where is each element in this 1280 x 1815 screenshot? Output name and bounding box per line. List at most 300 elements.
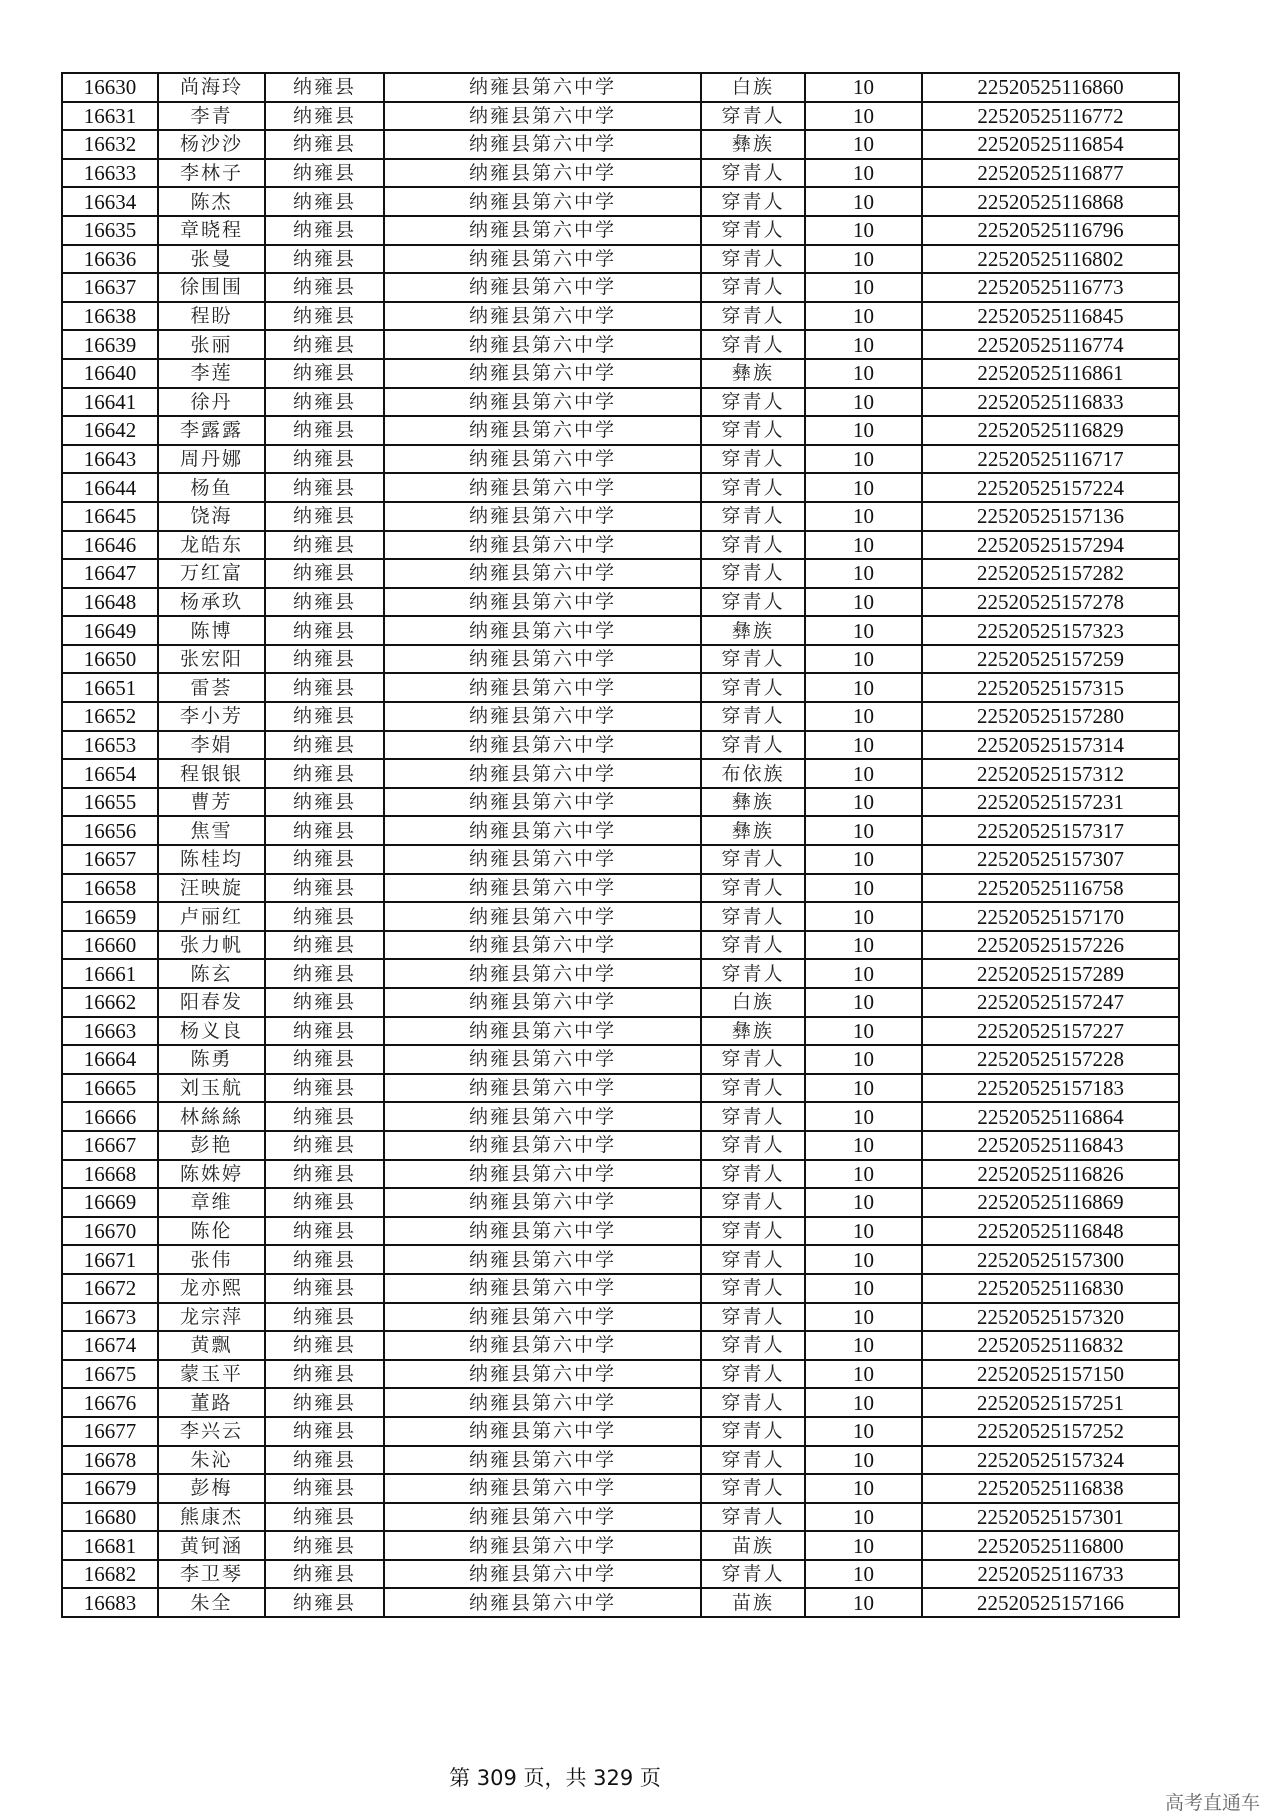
table-row bbox=[62, 673, 1179, 702]
student-id-cell: 22520525157227 bbox=[922, 1017, 1179, 1046]
school-cell: 纳雍县第六中学 bbox=[384, 445, 701, 474]
school-cell: 纳雍县第六中学 bbox=[384, 759, 701, 788]
student-name-cell: 陈姝婷 bbox=[158, 1160, 265, 1189]
student-id-cell: 22520525157294 bbox=[922, 531, 1179, 560]
school-cell: 纳雍县第六中学 bbox=[384, 1102, 701, 1131]
serial-number-cell: 16677 bbox=[62, 1417, 158, 1446]
county-cell: 纳雍县 bbox=[265, 1446, 384, 1475]
student-id-cell: 22520525157247 bbox=[922, 988, 1179, 1017]
student-id-cell: 22520525116830 bbox=[922, 1274, 1179, 1303]
ethnicity-cell: 穿青人 bbox=[701, 1188, 805, 1217]
ethnicity-cell: 彝族 bbox=[701, 788, 805, 817]
ethnicity-cell: 穿青人 bbox=[701, 330, 805, 359]
serial-number-cell: 16662 bbox=[62, 988, 158, 1017]
county-cell: 纳雍县 bbox=[265, 845, 384, 874]
student-name-cell: 杨承玖 bbox=[158, 588, 265, 617]
table-row bbox=[62, 416, 1179, 445]
student-id-cell: 22520525157317 bbox=[922, 816, 1179, 845]
student-name-cell: 章晓程 bbox=[158, 216, 265, 245]
ethnicity-cell: 穿青人 bbox=[701, 531, 805, 560]
serial-number-cell: 16678 bbox=[62, 1446, 158, 1475]
ethnicity-cell: 穿青人 bbox=[701, 645, 805, 674]
table-row bbox=[62, 845, 1179, 874]
school-cell: 纳雍县第六中学 bbox=[384, 1160, 701, 1189]
county-cell: 纳雍县 bbox=[265, 616, 384, 645]
grade-cell: 10 bbox=[805, 1331, 922, 1360]
county-cell: 纳雍县 bbox=[265, 1388, 384, 1417]
county-cell: 纳雍县 bbox=[265, 759, 384, 788]
table-row bbox=[62, 1360, 1179, 1389]
serial-number-cell: 16664 bbox=[62, 1045, 158, 1074]
serial-number-cell: 16666 bbox=[62, 1102, 158, 1131]
grade-cell: 10 bbox=[805, 902, 922, 931]
county-cell: 纳雍县 bbox=[265, 1074, 384, 1103]
student-name-cell: 程银银 bbox=[158, 759, 265, 788]
student-id-cell: 22520525116845 bbox=[922, 302, 1179, 331]
grade-cell: 10 bbox=[805, 473, 922, 502]
student-name-cell: 汪映旋 bbox=[158, 874, 265, 903]
serial-number-cell: 16675 bbox=[62, 1360, 158, 1389]
student-id-cell: 22520525116772 bbox=[922, 102, 1179, 131]
ethnicity-cell: 穿青人 bbox=[701, 302, 805, 331]
table-row bbox=[62, 702, 1179, 731]
table-row bbox=[62, 1331, 1179, 1360]
ethnicity-cell: 彝族 bbox=[701, 359, 805, 388]
student-name-cell: 黄飘 bbox=[158, 1331, 265, 1360]
table-row bbox=[62, 588, 1179, 617]
student-name-cell: 周丹娜 bbox=[158, 445, 265, 474]
student-name-cell: 龙亦熙 bbox=[158, 1274, 265, 1303]
ethnicity-cell: 穿青人 bbox=[701, 588, 805, 617]
student-name-cell: 陈博 bbox=[158, 616, 265, 645]
table-row bbox=[62, 1017, 1179, 1046]
ethnicity-cell: 穿青人 bbox=[701, 1360, 805, 1389]
student-id-cell: 22520525157320 bbox=[922, 1303, 1179, 1332]
county-cell: 纳雍县 bbox=[265, 159, 384, 188]
grade-cell: 10 bbox=[805, 1274, 922, 1303]
county-cell: 纳雍县 bbox=[265, 1588, 384, 1617]
student-id-cell: 22520525157183 bbox=[922, 1074, 1179, 1103]
student-id-cell: 22520525116854 bbox=[922, 130, 1179, 159]
school-cell: 纳雍县第六中学 bbox=[384, 531, 701, 560]
grade-cell: 10 bbox=[805, 130, 922, 159]
grade-cell: 10 bbox=[805, 388, 922, 417]
serial-number-cell: 16643 bbox=[62, 445, 158, 474]
ethnicity-cell: 穿青人 bbox=[701, 702, 805, 731]
ethnicity-cell: 穿青人 bbox=[701, 673, 805, 702]
ethnicity-cell: 穿青人 bbox=[701, 1160, 805, 1189]
county-cell: 纳雍县 bbox=[265, 1045, 384, 1074]
school-cell: 纳雍县第六中学 bbox=[384, 702, 701, 731]
table-row bbox=[62, 1560, 1179, 1589]
ethnicity-cell: 穿青人 bbox=[701, 216, 805, 245]
county-cell: 纳雍县 bbox=[265, 1360, 384, 1389]
student-name-cell: 蒙玉平 bbox=[158, 1360, 265, 1389]
student-name-cell: 李莲 bbox=[158, 359, 265, 388]
student-id-cell: 22520525157312 bbox=[922, 759, 1179, 788]
ethnicity-cell: 穿青人 bbox=[701, 931, 805, 960]
ethnicity-cell: 穿青人 bbox=[701, 159, 805, 188]
student-id-cell: 22520525157224 bbox=[922, 473, 1179, 502]
school-cell: 纳雍县第六中学 bbox=[384, 1531, 701, 1560]
serial-number-cell: 16647 bbox=[62, 559, 158, 588]
county-cell: 纳雍县 bbox=[265, 1017, 384, 1046]
county-cell: 纳雍县 bbox=[265, 645, 384, 674]
grade-cell: 10 bbox=[805, 1360, 922, 1389]
school-cell: 纳雍县第六中学 bbox=[384, 1588, 701, 1617]
table-row bbox=[62, 816, 1179, 845]
student-id-cell: 22520525116838 bbox=[922, 1474, 1179, 1503]
serial-number-cell: 16673 bbox=[62, 1303, 158, 1332]
student-id-cell: 22520525157282 bbox=[922, 559, 1179, 588]
grade-cell: 10 bbox=[805, 1446, 922, 1475]
grade-cell: 10 bbox=[805, 559, 922, 588]
table-row bbox=[62, 1131, 1179, 1160]
ethnicity-cell: 布依族 bbox=[701, 759, 805, 788]
grade-cell: 10 bbox=[805, 788, 922, 817]
table-row bbox=[62, 959, 1179, 988]
student-id-cell: 22520525157251 bbox=[922, 1388, 1179, 1417]
student-id-cell: 22520525116869 bbox=[922, 1188, 1179, 1217]
county-cell: 纳雍县 bbox=[265, 1503, 384, 1532]
grade-cell: 10 bbox=[805, 1588, 922, 1617]
school-cell: 纳雍县第六中学 bbox=[384, 1017, 701, 1046]
ethnicity-cell: 穿青人 bbox=[701, 273, 805, 302]
student-name-cell: 龙皓东 bbox=[158, 531, 265, 560]
serial-number-cell: 16659 bbox=[62, 902, 158, 931]
school-cell: 纳雍县第六中学 bbox=[384, 216, 701, 245]
county-cell: 纳雍县 bbox=[265, 1560, 384, 1589]
table-row bbox=[62, 1588, 1179, 1617]
student-name-cell: 徐丹 bbox=[158, 388, 265, 417]
county-cell: 纳雍县 bbox=[265, 673, 384, 702]
table-row bbox=[62, 1446, 1179, 1475]
ethnicity-cell: 彝族 bbox=[701, 1017, 805, 1046]
grade-cell: 10 bbox=[805, 1188, 922, 1217]
ethnicity-cell: 穿青人 bbox=[701, 1474, 805, 1503]
page-number: 第 309 页，共 329 页 bbox=[449, 1766, 661, 1790]
ethnicity-cell: 穿青人 bbox=[701, 1417, 805, 1446]
ethnicity-cell: 穿青人 bbox=[701, 1245, 805, 1274]
serial-number-cell: 16639 bbox=[62, 330, 158, 359]
table-row bbox=[62, 1474, 1179, 1503]
ethnicity-cell: 穿青人 bbox=[701, 1446, 805, 1475]
serial-number-cell: 16645 bbox=[62, 502, 158, 531]
ethnicity-cell: 穿青人 bbox=[701, 388, 805, 417]
ethnicity-cell: 穿青人 bbox=[701, 1560, 805, 1589]
grade-cell: 10 bbox=[805, 1217, 922, 1246]
school-cell: 纳雍县第六中学 bbox=[384, 359, 701, 388]
ethnicity-cell: 穿青人 bbox=[701, 1045, 805, 1074]
student-list-table bbox=[61, 72, 1180, 1618]
ethnicity-cell: 穿青人 bbox=[701, 959, 805, 988]
student-name-cell: 张伟 bbox=[158, 1245, 265, 1274]
grade-cell: 10 bbox=[805, 445, 922, 474]
grade-cell: 10 bbox=[805, 1503, 922, 1532]
school-cell: 纳雍县第六中学 bbox=[384, 159, 701, 188]
ethnicity-cell: 彝族 bbox=[701, 130, 805, 159]
serial-number-cell: 16668 bbox=[62, 1160, 158, 1189]
county-cell: 纳雍县 bbox=[265, 931, 384, 960]
county-cell: 纳雍县 bbox=[265, 1331, 384, 1360]
student-id-cell: 22520525116774 bbox=[922, 330, 1179, 359]
student-name-cell: 张宏阳 bbox=[158, 645, 265, 674]
table-row bbox=[62, 988, 1179, 1017]
county-cell: 纳雍县 bbox=[265, 874, 384, 903]
student-id-cell: 22520525157301 bbox=[922, 1503, 1179, 1532]
county-cell: 纳雍县 bbox=[265, 245, 384, 274]
grade-cell: 10 bbox=[805, 1131, 922, 1160]
table-row bbox=[62, 645, 1179, 674]
grade-cell: 10 bbox=[805, 1160, 922, 1189]
grade-cell: 10 bbox=[805, 416, 922, 445]
table-row bbox=[62, 1303, 1179, 1332]
grade-cell: 10 bbox=[805, 816, 922, 845]
student-name-cell: 李青 bbox=[158, 102, 265, 131]
ethnicity-cell: 穿青人 bbox=[701, 1102, 805, 1131]
serial-number-cell: 16655 bbox=[62, 788, 158, 817]
student-id-cell: 22520525157166 bbox=[922, 1588, 1179, 1617]
school-cell: 纳雍县第六中学 bbox=[384, 1217, 701, 1246]
student-name-cell: 程盼 bbox=[158, 302, 265, 331]
table-row bbox=[62, 473, 1179, 502]
grade-cell: 10 bbox=[805, 216, 922, 245]
student-id-cell: 22520525157136 bbox=[922, 502, 1179, 531]
table-row bbox=[62, 788, 1179, 817]
student-name-cell: 万红富 bbox=[158, 559, 265, 588]
county-cell: 纳雍县 bbox=[265, 359, 384, 388]
county-cell: 纳雍县 bbox=[265, 302, 384, 331]
student-id-cell: 22520525157226 bbox=[922, 931, 1179, 960]
grade-cell: 10 bbox=[805, 330, 922, 359]
student-id-cell: 22520525116848 bbox=[922, 1217, 1179, 1246]
student-id-cell: 22520525116758 bbox=[922, 874, 1179, 903]
student-name-cell: 董路 bbox=[158, 1388, 265, 1417]
table-row bbox=[62, 159, 1179, 188]
grade-cell: 10 bbox=[805, 102, 922, 131]
serial-number-cell: 16654 bbox=[62, 759, 158, 788]
table-row bbox=[62, 445, 1179, 474]
serial-number-cell: 16641 bbox=[62, 388, 158, 417]
ethnicity-cell: 穿青人 bbox=[701, 1503, 805, 1532]
ethnicity-cell: 穿青人 bbox=[701, 731, 805, 760]
student-name-cell: 阳春发 bbox=[158, 988, 265, 1017]
serial-number-cell: 16682 bbox=[62, 1560, 158, 1589]
ethnicity-cell: 苗族 bbox=[701, 1531, 805, 1560]
school-cell: 纳雍县第六中学 bbox=[384, 1331, 701, 1360]
serial-number-cell: 16653 bbox=[62, 731, 158, 760]
school-cell: 纳雍县第六中学 bbox=[384, 388, 701, 417]
table-row bbox=[62, 1102, 1179, 1131]
ethnicity-cell: 白族 bbox=[701, 73, 805, 102]
school-cell: 纳雍县第六中学 bbox=[384, 73, 701, 102]
table-row bbox=[62, 388, 1179, 417]
serial-number-cell: 16680 bbox=[62, 1503, 158, 1532]
student-id-cell: 22520525116773 bbox=[922, 273, 1179, 302]
student-name-cell: 杨义良 bbox=[158, 1017, 265, 1046]
grade-cell: 10 bbox=[805, 1045, 922, 1074]
school-cell: 纳雍县第六中学 bbox=[384, 130, 701, 159]
student-name-cell: 李林子 bbox=[158, 159, 265, 188]
school-cell: 纳雍县第六中学 bbox=[384, 816, 701, 845]
student-id-cell: 22520525157280 bbox=[922, 702, 1179, 731]
serial-number-cell: 16633 bbox=[62, 159, 158, 188]
serial-number-cell: 16663 bbox=[62, 1017, 158, 1046]
county-cell: 纳雍县 bbox=[265, 416, 384, 445]
table-row bbox=[62, 273, 1179, 302]
ethnicity-cell: 穿青人 bbox=[701, 1303, 805, 1332]
student-id-cell: 22520525116826 bbox=[922, 1160, 1179, 1189]
student-name-cell: 张丽 bbox=[158, 330, 265, 359]
student-id-cell: 22520525116796 bbox=[922, 216, 1179, 245]
student-name-cell: 饶海 bbox=[158, 502, 265, 531]
county-cell: 纳雍县 bbox=[265, 1102, 384, 1131]
county-cell: 纳雍县 bbox=[265, 559, 384, 588]
table-row bbox=[62, 1274, 1179, 1303]
county-cell: 纳雍县 bbox=[265, 531, 384, 560]
table-row bbox=[62, 931, 1179, 960]
ethnicity-cell: 穿青人 bbox=[701, 416, 805, 445]
student-name-cell: 陈伦 bbox=[158, 1217, 265, 1246]
table-row bbox=[62, 731, 1179, 760]
county-cell: 纳雍县 bbox=[265, 1188, 384, 1217]
ethnicity-cell: 穿青人 bbox=[701, 1131, 805, 1160]
grade-cell: 10 bbox=[805, 759, 922, 788]
student-name-cell: 彭梅 bbox=[158, 1474, 265, 1503]
serial-number-cell: 16637 bbox=[62, 273, 158, 302]
county-cell: 纳雍县 bbox=[265, 731, 384, 760]
student-name-cell: 李露露 bbox=[158, 416, 265, 445]
county-cell: 纳雍县 bbox=[265, 502, 384, 531]
school-cell: 纳雍县第六中学 bbox=[384, 273, 701, 302]
table-row bbox=[62, 302, 1179, 331]
ethnicity-cell: 穿青人 bbox=[701, 845, 805, 874]
student-id-cell: 22520525157315 bbox=[922, 673, 1179, 702]
ethnicity-cell: 苗族 bbox=[701, 1588, 805, 1617]
table-row bbox=[62, 1245, 1179, 1274]
school-cell: 纳雍县第六中学 bbox=[384, 1417, 701, 1446]
county-cell: 纳雍县 bbox=[265, 816, 384, 845]
table-row bbox=[62, 902, 1179, 931]
ethnicity-cell: 穿青人 bbox=[701, 874, 805, 903]
school-cell: 纳雍县第六中学 bbox=[384, 673, 701, 702]
serial-number-cell: 16665 bbox=[62, 1074, 158, 1103]
ethnicity-cell: 穿青人 bbox=[701, 445, 805, 474]
ethnicity-cell: 穿青人 bbox=[701, 1074, 805, 1103]
table-row bbox=[62, 1417, 1179, 1446]
school-cell: 纳雍县第六中学 bbox=[384, 245, 701, 274]
county-cell: 纳雍县 bbox=[265, 1531, 384, 1560]
school-cell: 纳雍县第六中学 bbox=[384, 1131, 701, 1160]
county-cell: 纳雍县 bbox=[265, 1160, 384, 1189]
ethnicity-cell: 穿青人 bbox=[701, 1217, 805, 1246]
county-cell: 纳雍县 bbox=[265, 959, 384, 988]
student-name-cell: 张曼 bbox=[158, 245, 265, 274]
school-cell: 纳雍县第六中学 bbox=[384, 330, 701, 359]
school-cell: 纳雍县第六中学 bbox=[384, 102, 701, 131]
table-row bbox=[62, 874, 1179, 903]
serial-number-cell: 16638 bbox=[62, 302, 158, 331]
student-name-cell: 陈桂均 bbox=[158, 845, 265, 874]
table-row bbox=[62, 1388, 1179, 1417]
student-id-cell: 22520525157323 bbox=[922, 616, 1179, 645]
grade-cell: 10 bbox=[805, 1245, 922, 1274]
student-name-cell: 陈玄 bbox=[158, 959, 265, 988]
county-cell: 纳雍县 bbox=[265, 130, 384, 159]
county-cell: 纳雍县 bbox=[265, 1245, 384, 1274]
grade-cell: 10 bbox=[805, 187, 922, 216]
school-cell: 纳雍县第六中学 bbox=[384, 187, 701, 216]
student-id-cell: 22520525157150 bbox=[922, 1360, 1179, 1389]
serial-number-cell: 16672 bbox=[62, 1274, 158, 1303]
table-row bbox=[62, 1503, 1179, 1532]
county-cell: 纳雍县 bbox=[265, 1474, 384, 1503]
grade-cell: 10 bbox=[805, 988, 922, 1017]
grade-cell: 10 bbox=[805, 531, 922, 560]
table-row bbox=[62, 216, 1179, 245]
ethnicity-cell: 穿青人 bbox=[701, 1274, 805, 1303]
table-row bbox=[62, 559, 1179, 588]
serial-number-cell: 16642 bbox=[62, 416, 158, 445]
table-row bbox=[62, 330, 1179, 359]
student-id-cell: 22520525157307 bbox=[922, 845, 1179, 874]
ethnicity-cell: 穿青人 bbox=[701, 502, 805, 531]
student-name-cell: 尚海玲 bbox=[158, 73, 265, 102]
ethnicity-cell: 穿青人 bbox=[701, 902, 805, 931]
county-cell: 纳雍县 bbox=[265, 788, 384, 817]
serial-number-cell: 16636 bbox=[62, 245, 158, 274]
ethnicity-cell: 穿青人 bbox=[701, 187, 805, 216]
county-cell: 纳雍县 bbox=[265, 102, 384, 131]
serial-number-cell: 16681 bbox=[62, 1531, 158, 1560]
school-cell: 纳雍县第六中学 bbox=[384, 1045, 701, 1074]
county-cell: 纳雍县 bbox=[265, 1417, 384, 1446]
grade-cell: 10 bbox=[805, 959, 922, 988]
county-cell: 纳雍县 bbox=[265, 445, 384, 474]
school-cell: 纳雍县第六中学 bbox=[384, 302, 701, 331]
student-id-cell: 22520525157170 bbox=[922, 902, 1179, 931]
grade-cell: 10 bbox=[805, 874, 922, 903]
grade-cell: 10 bbox=[805, 245, 922, 274]
serial-number-cell: 16656 bbox=[62, 816, 158, 845]
grade-cell: 10 bbox=[805, 588, 922, 617]
school-cell: 纳雍县第六中学 bbox=[384, 1188, 701, 1217]
grade-cell: 10 bbox=[805, 1017, 922, 1046]
student-id-cell: 22520525116829 bbox=[922, 416, 1179, 445]
school-cell: 纳雍县第六中学 bbox=[384, 788, 701, 817]
school-cell: 纳雍县第六中学 bbox=[384, 1446, 701, 1475]
serial-number-cell: 16683 bbox=[62, 1588, 158, 1617]
table-row bbox=[62, 187, 1179, 216]
serial-number-cell: 16630 bbox=[62, 73, 158, 102]
student-name-cell: 章维 bbox=[158, 1188, 265, 1217]
county-cell: 纳雍县 bbox=[265, 1303, 384, 1332]
student-id-cell: 22520525116800 bbox=[922, 1531, 1179, 1560]
school-cell: 纳雍县第六中学 bbox=[384, 1560, 701, 1589]
ethnicity-cell: 穿青人 bbox=[701, 559, 805, 588]
student-name-cell: 曹芳 bbox=[158, 788, 265, 817]
serial-number-cell: 16667 bbox=[62, 1131, 158, 1160]
student-name-cell: 熊康杰 bbox=[158, 1503, 265, 1532]
grade-cell: 10 bbox=[805, 1102, 922, 1131]
student-name-cell: 张力帆 bbox=[158, 931, 265, 960]
ethnicity-cell: 穿青人 bbox=[701, 102, 805, 131]
school-cell: 纳雍县第六中学 bbox=[384, 1474, 701, 1503]
student-id-cell: 22520525116802 bbox=[922, 245, 1179, 274]
student-id-cell: 22520525116717 bbox=[922, 445, 1179, 474]
student-name-cell: 刘玉航 bbox=[158, 1074, 265, 1103]
grade-cell: 10 bbox=[805, 1074, 922, 1103]
